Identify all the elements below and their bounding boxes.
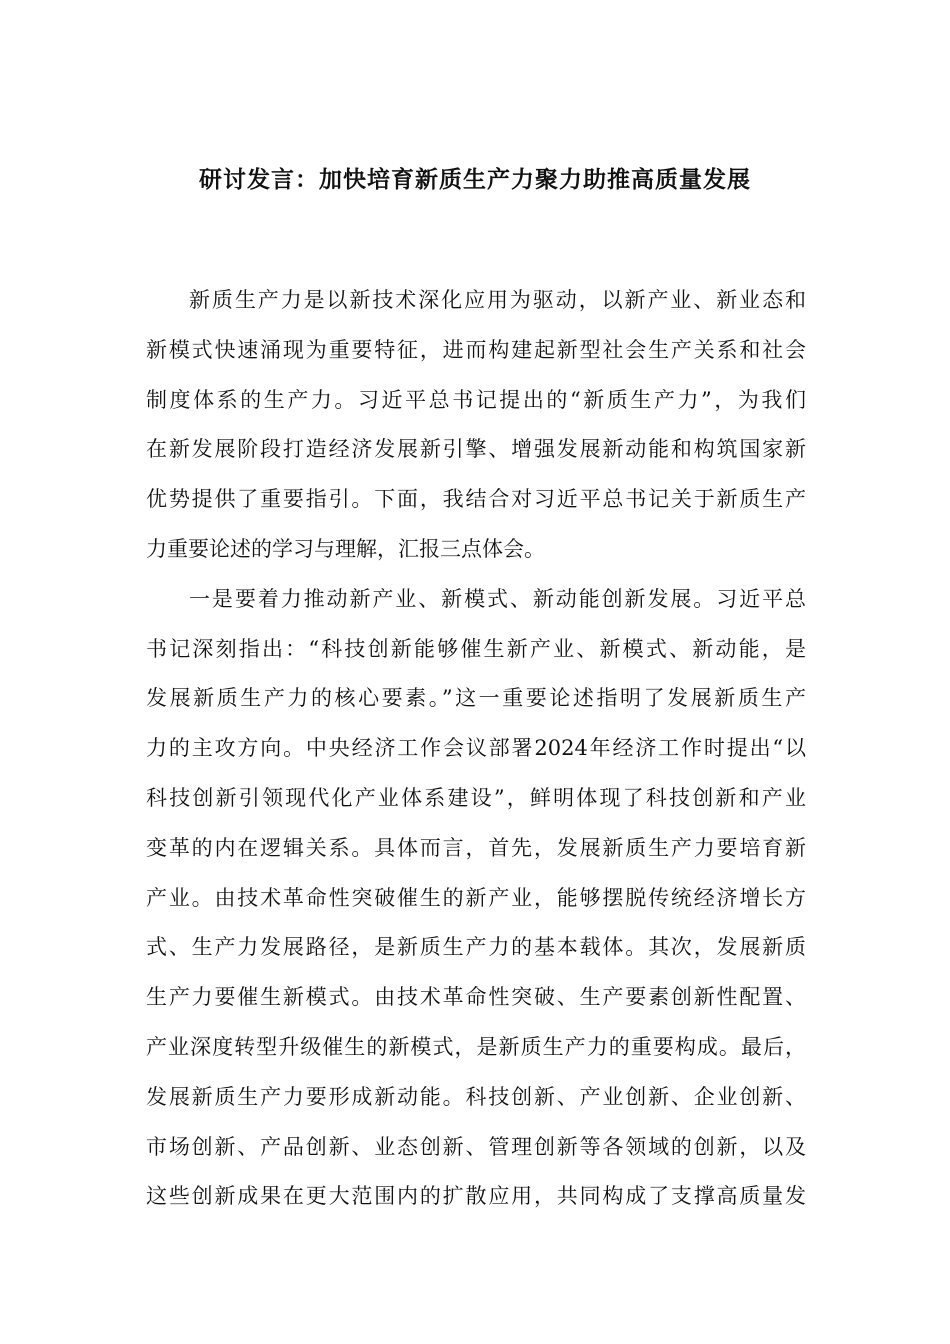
text-line: 优势提供了重要指引。下面，我结合对习近平总书记关于新质生产 bbox=[146, 487, 806, 512]
text-line: 新质生产力是以新技术深化应用为驱动，以新产业、新业态和 bbox=[189, 288, 806, 312]
text-line: 科技创新引领现代化产业体系建设”，鲜明体现了科技创新和产业 bbox=[146, 785, 806, 810]
text-line: 书记深刻指出：“科技创新能够催生新产业、新模式、新动能，是 bbox=[146, 636, 806, 661]
paragraph-intro bbox=[146, 276, 806, 575]
text-line: 制度体系的生产力。习近平总书记提出的“新质生产力”，为我们 bbox=[146, 387, 806, 412]
paragraph-point-one bbox=[146, 575, 806, 1222]
text-line: 一是要着力推动新产业、新模式、新动能创新发展。习近平总 bbox=[189, 586, 806, 611]
text-line: 发展新质生产力的核心要素。”这一重要论述指明了发展新质生产 bbox=[146, 686, 806, 711]
text-line: 变革的内在逻辑关系。具体而言，首先，发展新质生产力要培育新 bbox=[146, 835, 806, 860]
text-line: 式、生产力发展路径，是新质生产力的基本载体。其次，发展新质 bbox=[146, 935, 806, 960]
text-line: 产业深度转型升级催生的新模式，是新质生产力的重要构成。最后， bbox=[146, 1034, 806, 1059]
text-line: 新模式快速涌现为重要特征，进而构建起新型社会生产关系和社会 bbox=[146, 337, 806, 362]
text-line: 生产力要催生新模式。由技术革命性突破、生产要素创新性配置、 bbox=[146, 985, 806, 1010]
text-line: 发展新质生产力要形成新动能。科技创新、产业创新、企业创新、 bbox=[146, 1084, 806, 1109]
text-line: 力的主攻方向。中央经济工作会议部署2024年经济工作时提出“以 bbox=[146, 736, 806, 761]
text-line: 产业。由技术革命性突破催生的新产业，能够摆脱传统经济增长方 bbox=[146, 885, 806, 910]
text-line: 市场创新、产品创新、业态创新、管理创新等各领域的创新，以及 bbox=[146, 1134, 806, 1159]
document-title: 研讨发言：加快培育新质生产力聚力助推高质量发展 bbox=[199, 166, 751, 193]
text-line: 在新发展阶段打造经济发展新引擎、增强发展新动能和构筑国家新 bbox=[146, 437, 806, 462]
text-line: 力重要论述的学习与理解，汇报三点体会。 bbox=[146, 536, 545, 561]
document-body bbox=[146, 276, 806, 1222]
text-line: 这些创新成果在更大范围内的扩散应用，共同构成了支撑高质量发 bbox=[146, 1184, 806, 1209]
